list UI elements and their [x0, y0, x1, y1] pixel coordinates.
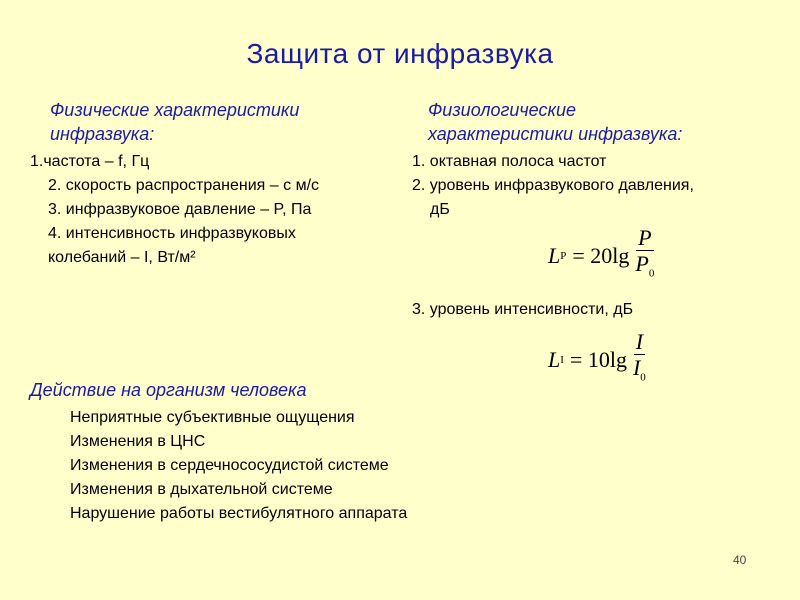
formula-p-lhs: L — [548, 243, 561, 269]
formula-i-denominator: I — [632, 355, 641, 380]
physiological-heading — [428, 98, 682, 146]
formula-p-denominator: P — [635, 251, 649, 276]
physiological-item-3: 3. уровень интенсивности, дБ — [412, 301, 634, 318]
effect-item-5: Нарушение работы вестибулятного аппарата — [70, 505, 408, 522]
formula-i-fraction — [633, 330, 646, 390]
physical-item-5: колебаний – I, Вт/м² — [48, 249, 196, 266]
physiological-heading-line2: характеристики инфразвука: — [428, 124, 683, 144]
effect-item-1: Неприятные субъективные ощущения — [70, 409, 355, 426]
formula-intensity-level — [548, 330, 646, 390]
slide-title: Защита от инфразвука — [246, 38, 554, 69]
formula-p-lhs-sub: P — [560, 250, 567, 263]
effect-item-4: Изменения в дыхательной системе — [70, 481, 333, 498]
physical-heading-line1: Физические характеристики — [50, 100, 300, 120]
page-number: 40 — [733, 553, 747, 567]
formula-i-den-sub: 0 — [640, 371, 646, 384]
physical-item-1: 1.частота – f, Гц — [30, 153, 150, 170]
effect-item-3: Изменения в сердечнососудистой системе — [70, 457, 389, 474]
physical-item-4: 4. интенсивность инфразвуковых — [48, 225, 296, 242]
physical-heading-line2: инфразвука: — [50, 124, 155, 144]
effects-heading: Действие на организм человека — [30, 380, 307, 400]
physical-item-3: 3. инфразвуковое давление – P, Па — [48, 201, 312, 218]
formula-i-lhs-sub: I — [560, 354, 564, 367]
physiological-heading-line1: Физиологические — [428, 100, 577, 120]
formula-p-coef: = 20lg — [572, 243, 630, 269]
formula-p-den-sub: 0 — [648, 267, 655, 280]
formula-pressure-level — [548, 226, 654, 286]
physiological-item-1: 1. октавная полоса частот — [412, 153, 607, 170]
effect-item-2: Изменения в ЦНС — [70, 433, 206, 450]
formula-i-numerator: I — [635, 329, 644, 354]
physiological-item-2: 2. уровень инфразвукового давления, — [412, 177, 694, 194]
formula-i-lhs: L — [548, 347, 561, 373]
physiological-item-2-cont: дБ — [430, 201, 450, 218]
physical-heading — [50, 98, 299, 146]
formula-i-coef: = 10lg — [569, 347, 627, 373]
formula-p-fraction — [635, 226, 654, 286]
physical-item-2: 2. скорость распространения – с м/с — [48, 177, 320, 194]
formula-p-numerator: P — [638, 225, 652, 250]
